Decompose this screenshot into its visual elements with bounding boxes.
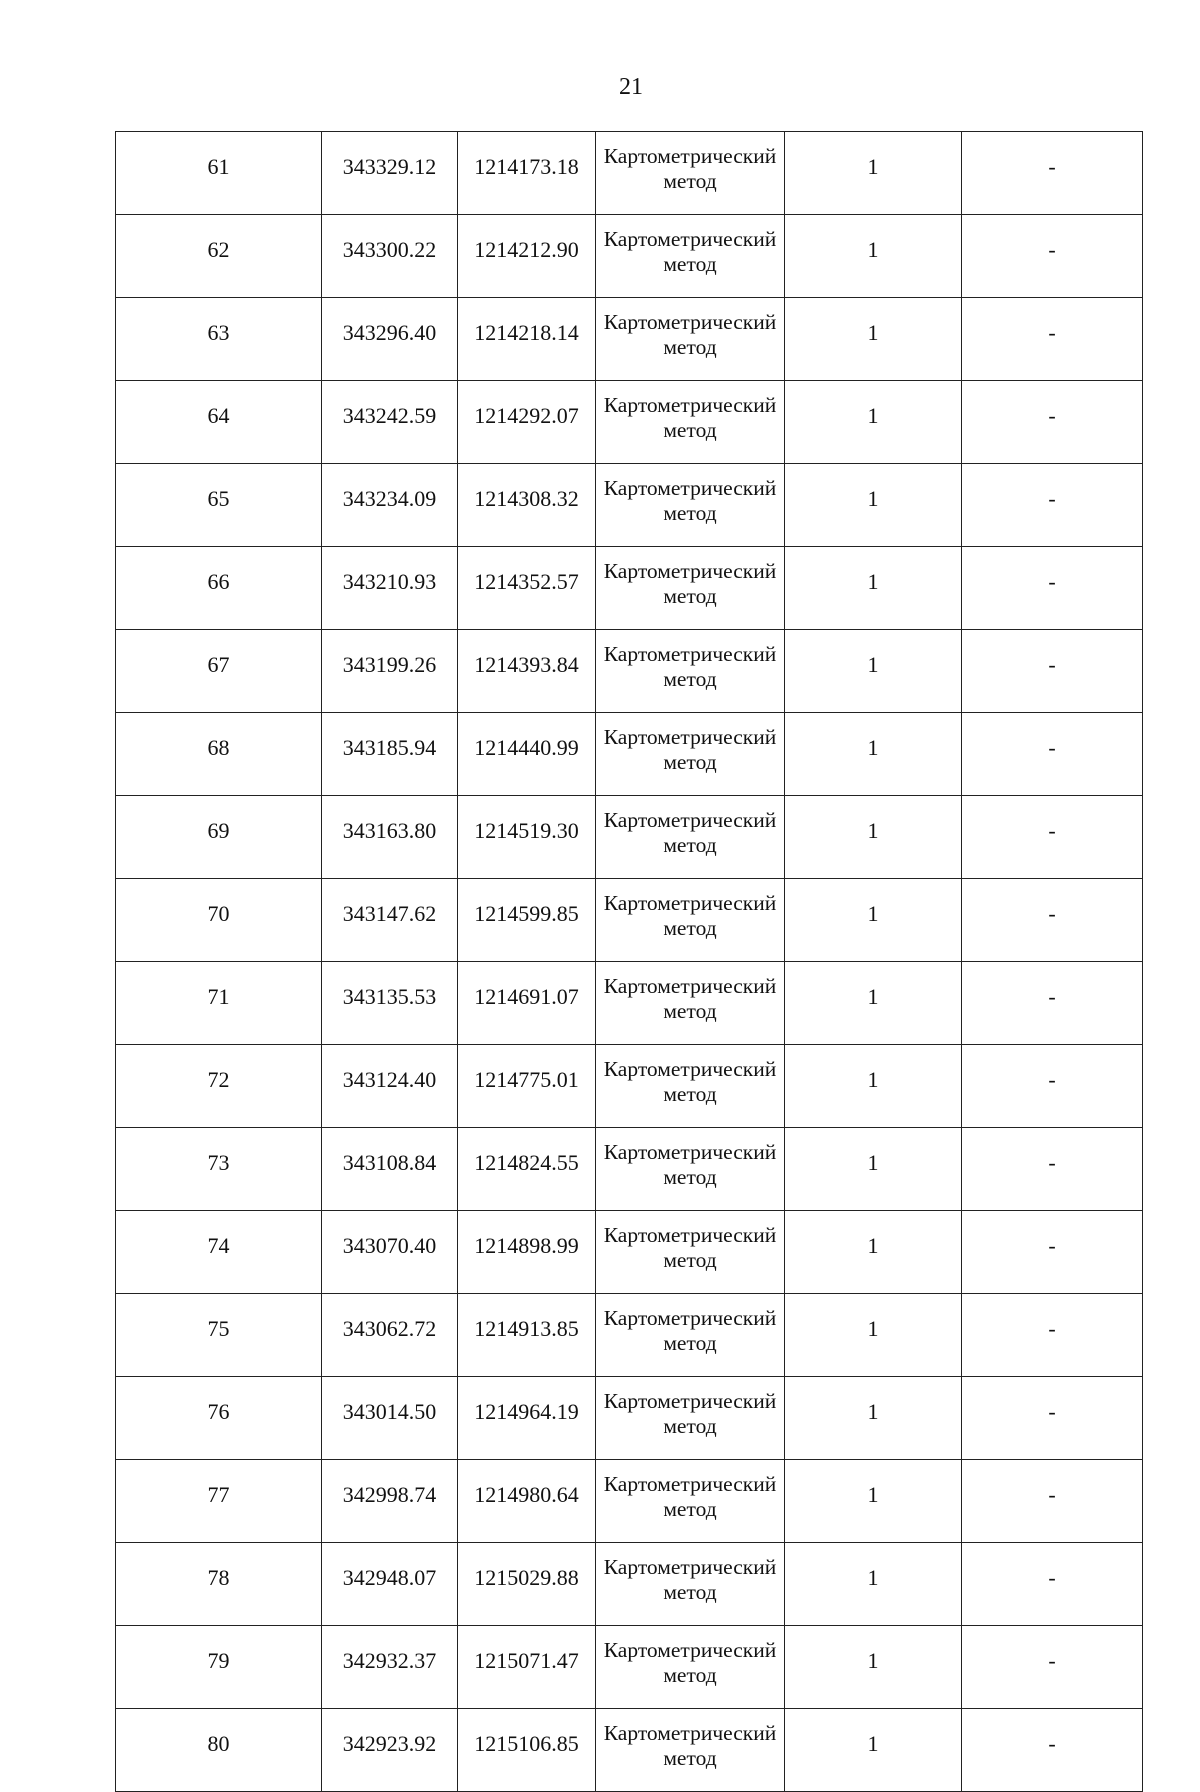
- coordinate-x-cell: 343163.80: [322, 796, 458, 879]
- method-text: Картометрический метод: [603, 725, 777, 774]
- method-text: Картометрический метод: [603, 1389, 777, 1438]
- table-row: [116, 1128, 1143, 1211]
- description-cell: -: [962, 796, 1143, 879]
- description-cell: -: [962, 630, 1143, 713]
- coordinate-y-cell: 1214824.55: [458, 1128, 596, 1211]
- page-number: 21: [619, 74, 643, 100]
- accuracy-cell: 1: [785, 464, 962, 547]
- coordinate-x-cell: 342948.07: [322, 1543, 458, 1626]
- table-row: [116, 962, 1143, 1045]
- point-number-cell: 77: [116, 1460, 322, 1543]
- coordinate-x-cell: 343062.72: [322, 1294, 458, 1377]
- point-number-cell: 72: [116, 1045, 322, 1128]
- method-text: Картометрический метод: [603, 1638, 777, 1687]
- method-text: Картометрический метод: [603, 476, 777, 525]
- description-cell: -: [962, 1543, 1143, 1626]
- point-number-cell: 65: [116, 464, 322, 547]
- point-number-cell: 62: [116, 215, 322, 298]
- coordinate-y-cell: 1214691.07: [458, 962, 596, 1045]
- method-cell: [596, 1045, 785, 1128]
- method-cell: [596, 796, 785, 879]
- method-text: Картометрический метод: [603, 144, 777, 193]
- table-row: [116, 630, 1143, 713]
- description-cell: -: [962, 1377, 1143, 1460]
- method-cell: [596, 1543, 785, 1626]
- method-cell: [596, 215, 785, 298]
- method-text: Картометрический метод: [603, 1306, 777, 1355]
- coordinate-y-cell: 1214898.99: [458, 1211, 596, 1294]
- coordinate-y-cell: 1214440.99: [458, 713, 596, 796]
- description-cell: -: [962, 962, 1143, 1045]
- accuracy-cell: 1: [785, 215, 962, 298]
- method-cell: [596, 962, 785, 1045]
- table-row: [116, 879, 1143, 962]
- description-cell: -: [962, 879, 1143, 962]
- accuracy-cell: 1: [785, 1045, 962, 1128]
- accuracy-cell: 1: [785, 1377, 962, 1460]
- coordinate-x-cell: 343234.09: [322, 464, 458, 547]
- accuracy-cell: 1: [785, 381, 962, 464]
- point-number-cell: 69: [116, 796, 322, 879]
- coordinates-table: [115, 131, 1143, 1792]
- method-text: Картометрический метод: [603, 974, 777, 1023]
- description-cell: -: [962, 132, 1143, 215]
- point-number-cell: 78: [116, 1543, 322, 1626]
- coordinate-y-cell: 1214980.64: [458, 1460, 596, 1543]
- method-text: Картометрический метод: [603, 393, 777, 442]
- coordinate-y-cell: 1214292.07: [458, 381, 596, 464]
- point-number-cell: 73: [116, 1128, 322, 1211]
- coordinate-x-cell: 342932.37: [322, 1626, 458, 1709]
- method-text: Картометрический метод: [603, 1555, 777, 1604]
- accuracy-cell: 1: [785, 298, 962, 381]
- coordinate-y-cell: 1214212.90: [458, 215, 596, 298]
- coordinate-y-cell: 1214173.18: [458, 132, 596, 215]
- description-cell: -: [962, 215, 1143, 298]
- coordinate-x-cell: 343070.40: [322, 1211, 458, 1294]
- method-cell: [596, 1294, 785, 1377]
- point-number-cell: 66: [116, 547, 322, 630]
- method-text: Картометрический метод: [603, 310, 777, 359]
- description-cell: -: [962, 1626, 1143, 1709]
- description-cell: -: [962, 1128, 1143, 1211]
- coordinate-x-cell: 343300.22: [322, 215, 458, 298]
- point-number-cell: 61: [116, 132, 322, 215]
- table-row: [116, 1294, 1143, 1377]
- description-cell: -: [962, 464, 1143, 547]
- method-cell: [596, 298, 785, 381]
- method-cell: [596, 1709, 785, 1792]
- coordinate-y-cell: 1214218.14: [458, 298, 596, 381]
- method-cell: [596, 879, 785, 962]
- point-number-cell: 76: [116, 1377, 322, 1460]
- table-row: [116, 132, 1143, 215]
- accuracy-cell: 1: [785, 713, 962, 796]
- accuracy-cell: 1: [785, 1128, 962, 1211]
- table-row: [116, 298, 1143, 381]
- point-number-cell: 75: [116, 1294, 322, 1377]
- method-text: Картометрический метод: [603, 1472, 777, 1521]
- method-cell: [596, 630, 785, 713]
- description-cell: -: [962, 1460, 1143, 1543]
- accuracy-cell: 1: [785, 1460, 962, 1543]
- table-row: [116, 713, 1143, 796]
- description-cell: -: [962, 298, 1143, 381]
- coordinate-x-cell: 343296.40: [322, 298, 458, 381]
- table-row: [116, 1460, 1143, 1543]
- accuracy-cell: 1: [785, 547, 962, 630]
- description-cell: -: [962, 1709, 1143, 1792]
- coordinate-x-cell: 343124.40: [322, 1045, 458, 1128]
- table-row: [116, 1377, 1143, 1460]
- method-cell: [596, 1128, 785, 1211]
- accuracy-cell: 1: [785, 1211, 962, 1294]
- coordinate-y-cell: 1214519.30: [458, 796, 596, 879]
- method-text: Картометрический метод: [603, 227, 777, 276]
- accuracy-cell: 1: [785, 879, 962, 962]
- method-text: Картометрический метод: [603, 1223, 777, 1272]
- table-row: [116, 1045, 1143, 1128]
- method-cell: [596, 464, 785, 547]
- accuracy-cell: 1: [785, 962, 962, 1045]
- coordinate-x-cell: 343242.59: [322, 381, 458, 464]
- coordinate-y-cell: 1215071.47: [458, 1626, 596, 1709]
- coordinate-x-cell: 343147.62: [322, 879, 458, 962]
- method-cell: [596, 132, 785, 215]
- table-row: [116, 215, 1143, 298]
- method-cell: [596, 1377, 785, 1460]
- point-number-cell: 71: [116, 962, 322, 1045]
- table-row: [116, 381, 1143, 464]
- description-cell: -: [962, 1045, 1143, 1128]
- method-text: Картометрический метод: [603, 642, 777, 691]
- coordinate-x-cell: 343014.50: [322, 1377, 458, 1460]
- method-text: Картометрический метод: [603, 891, 777, 940]
- method-cell: [596, 547, 785, 630]
- coordinate-y-cell: 1214308.32: [458, 464, 596, 547]
- accuracy-cell: 1: [785, 630, 962, 713]
- coordinate-x-cell: 343135.53: [322, 962, 458, 1045]
- coordinate-x-cell: 343210.93: [322, 547, 458, 630]
- coordinate-x-cell: 343199.26: [322, 630, 458, 713]
- point-number-cell: 68: [116, 713, 322, 796]
- table-row: [116, 1626, 1143, 1709]
- description-cell: -: [962, 713, 1143, 796]
- coordinate-y-cell: 1215029.88: [458, 1543, 596, 1626]
- point-number-cell: 74: [116, 1211, 322, 1294]
- description-cell: -: [962, 1211, 1143, 1294]
- point-number-cell: 79: [116, 1626, 322, 1709]
- method-cell: [596, 1460, 785, 1543]
- point-number-cell: 63: [116, 298, 322, 381]
- method-text: Картометрический метод: [603, 559, 777, 608]
- coordinate-y-cell: 1214352.57: [458, 547, 596, 630]
- description-cell: -: [962, 1294, 1143, 1377]
- coordinate-y-cell: 1215106.85: [458, 1709, 596, 1792]
- point-number-cell: 80: [116, 1709, 322, 1792]
- table-row: [116, 1543, 1143, 1626]
- method-cell: [596, 1626, 785, 1709]
- method-text: Картометрический метод: [603, 1721, 777, 1770]
- coordinate-x-cell: 342923.92: [322, 1709, 458, 1792]
- coordinate-x-cell: 343108.84: [322, 1128, 458, 1211]
- description-cell: -: [962, 381, 1143, 464]
- method-cell: [596, 381, 785, 464]
- coordinate-y-cell: 1214393.84: [458, 630, 596, 713]
- coordinate-y-cell: 1214913.85: [458, 1294, 596, 1377]
- description-cell: -: [962, 547, 1143, 630]
- table-row: [116, 547, 1143, 630]
- table-row: [116, 1211, 1143, 1294]
- coordinate-y-cell: 1214964.19: [458, 1377, 596, 1460]
- method-text: Картометрический метод: [603, 808, 777, 857]
- accuracy-cell: 1: [785, 1709, 962, 1792]
- accuracy-cell: 1: [785, 1626, 962, 1709]
- table-row: [116, 1709, 1143, 1792]
- method-text: Картометрический метод: [603, 1057, 777, 1106]
- accuracy-cell: 1: [785, 796, 962, 879]
- table-row: [116, 796, 1143, 879]
- coordinate-y-cell: 1214775.01: [458, 1045, 596, 1128]
- accuracy-cell: 1: [785, 1543, 962, 1626]
- coordinate-x-cell: 343185.94: [322, 713, 458, 796]
- accuracy-cell: 1: [785, 132, 962, 215]
- coordinate-y-cell: 1214599.85: [458, 879, 596, 962]
- coordinates-table-body: [116, 132, 1143, 1792]
- point-number-cell: 64: [116, 381, 322, 464]
- coordinate-x-cell: 343329.12: [322, 132, 458, 215]
- table-row: [116, 464, 1143, 547]
- point-number-cell: 70: [116, 879, 322, 962]
- point-number-cell: 67: [116, 630, 322, 713]
- accuracy-cell: 1: [785, 1294, 962, 1377]
- method-text: Картометрический метод: [603, 1140, 777, 1189]
- coordinate-x-cell: 342998.74: [322, 1460, 458, 1543]
- method-cell: [596, 1211, 785, 1294]
- method-cell: [596, 713, 785, 796]
